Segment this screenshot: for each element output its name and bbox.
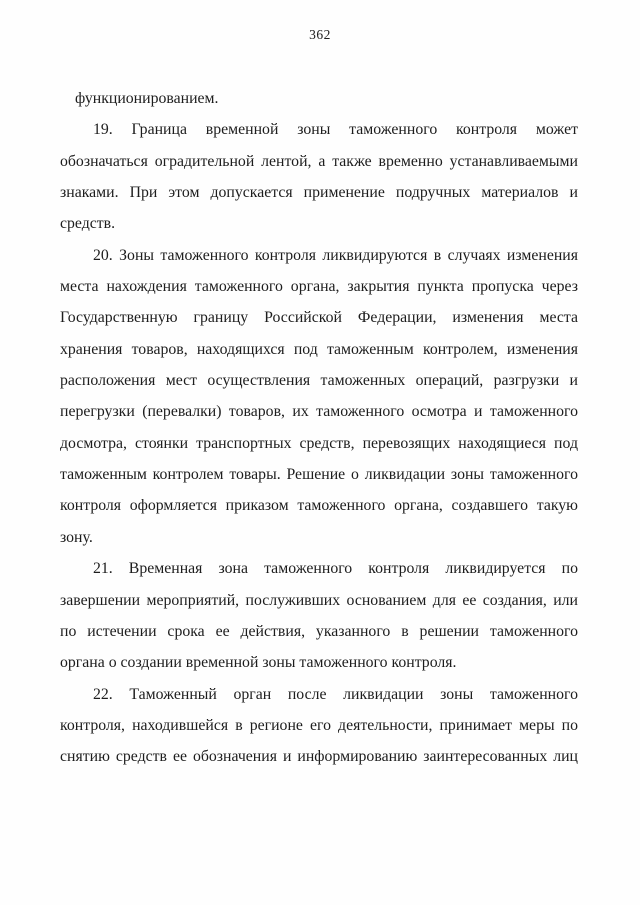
- text-line: таможенным контролем товары. Решение о ликвидации зоны таможенного: [60, 466, 578, 484]
- text-line: функционированием.: [75, 90, 219, 107]
- text-line: снятию средств ее обозначения и информированию заинтересованных лиц: [60, 748, 578, 766]
- page-body: [60, 83, 578, 773]
- text-line: 22. Таможенный орган после ликвидации зоны таможенного: [93, 685, 578, 703]
- paragraph: [60, 83, 578, 114]
- text-line: завершении мероприятий, послуживших основанием для ее создания, или: [60, 591, 578, 609]
- text-line: перегрузки (перевалки) товаров, их таможенного осмотра и таможенного: [60, 403, 578, 421]
- text-line: знаками. При этом допускается применение подручных материалов и: [60, 184, 578, 202]
- paragraph: [60, 553, 578, 678]
- text-line: органа о создании временной зоны таможенного контроля.: [60, 654, 457, 672]
- text-line: по истечении срока ее действия, указанного в решении таможенного: [60, 622, 578, 640]
- text-line: контроля оформляется приказом таможенного органа, создавшего такую: [60, 497, 578, 515]
- text-line: 19. Граница временной зоны таможенного контроля может: [93, 121, 578, 139]
- text-line: 21. Временная зона таможенного контроля ликвидируется по: [93, 560, 578, 578]
- paragraph: [60, 679, 578, 773]
- text-line: хранения товаров, находящихся под таможенным контролем, изменения: [60, 340, 578, 358]
- text-line: досмотра, стоянки транспортных средств, перевозящих находящиеся под: [60, 434, 578, 452]
- text-line: Государственную границу Российской Федерации, изменения места: [60, 309, 578, 327]
- paragraph: [60, 240, 578, 553]
- page-number: 362: [309, 27, 331, 42]
- text-line: обозначаться оградительной лентой, а также временно устанавливаемыми: [60, 152, 578, 170]
- text-line: места нахождения таможенного органа, закрытия пункта пропуска через: [60, 278, 578, 296]
- text-line: 20. Зоны таможенного контроля ликвидируются в случаях изменения: [93, 246, 578, 264]
- text-line: зону.: [60, 528, 93, 546]
- paragraph: [60, 114, 578, 239]
- text-line: расположения мест осуществления таможенных операций, разгрузки и: [60, 372, 578, 390]
- text-line: средств.: [60, 215, 116, 233]
- text-line: контроля, находившейся в регионе его деятельности, принимает меры по: [60, 716, 578, 734]
